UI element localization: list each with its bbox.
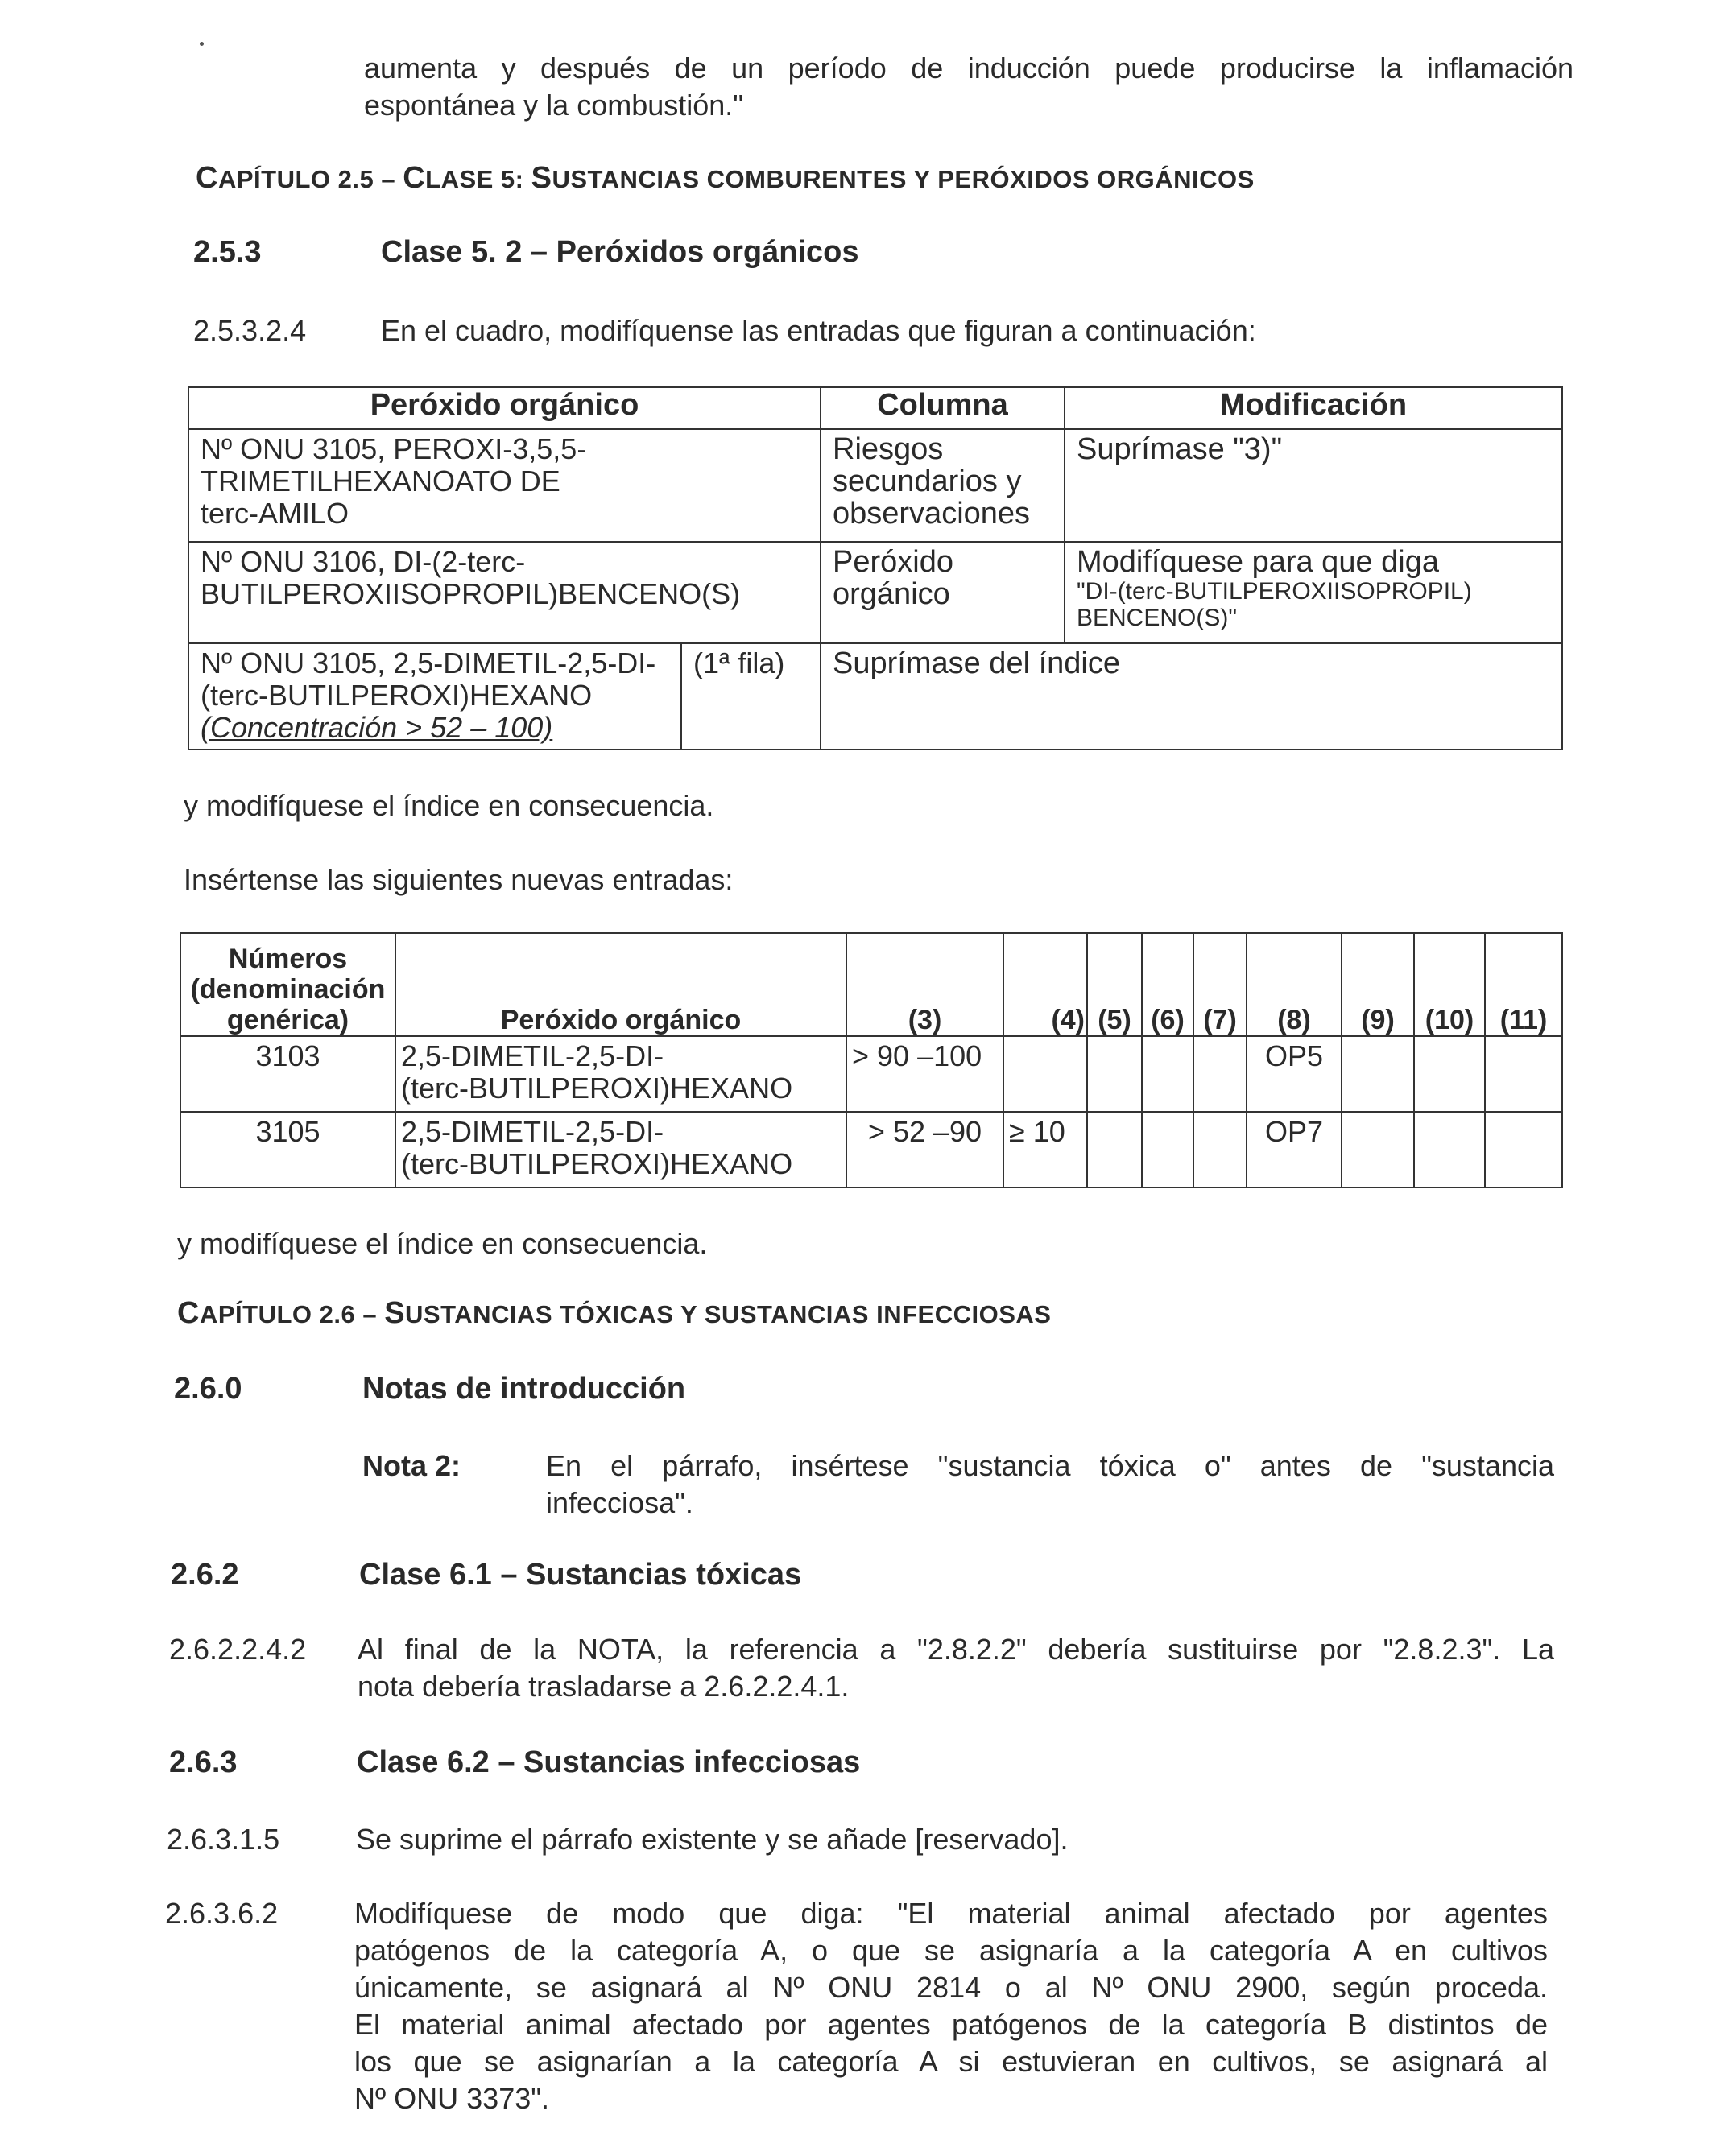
cell-peroxide-name: 2,5-DIMETIL-2,5-DI- (terc-BUTILPEROXI)HEXANO [395,1112,846,1187]
section-number-2-6-3: 2.6.3 [169,1745,238,1779]
header-col-10: (10) [1414,933,1485,1036]
intro-line-1: aumenta y después de un período de inducción puede producirse la inflamación [364,52,1573,85]
after-table-1-text: y modifíquese el índice en consecuencia. [184,789,714,822]
para-text-2-6-3-1-5: Se suprime el párrafo existente y se añade [reservado]. [356,1823,1069,1856]
header-col-7: (7) [1193,933,1247,1036]
para-text-2-5-3-2-4: En el cuadro, modifíquense las entradas que figuran a continuación: [381,314,1256,347]
section-number-2-5-3: 2.5.3 [193,235,262,269]
section-title-2-6-2: Clase 6.1 – Sustancias tóxicas [359,1558,802,1592]
cell-col-9 [1342,1036,1414,1112]
cell-column: Riesgos secundarios y observaciones [821,429,1065,542]
cell-un-number: 3105 [180,1112,395,1187]
cell-col-4 [1003,1036,1087,1112]
para-number-2-6-2-2-4-2: 2.6.2.2.4.2 [169,1633,307,1666]
header-col-4: (4) [1003,933,1087,1036]
cell-col-5 [1087,1112,1142,1187]
header-numbers: Números (denominación genérica) [180,933,395,1036]
insert-entries-text: Insértense las siguientes nuevas entradas: [184,863,734,896]
header-peroxide: Peróxido orgánico [188,387,821,429]
para-text-2-6-3-6-2: Modifíquese de modo que diga: "El material animal afectado por agentes patógenos de la categoría A, o que se asignaría a la categoría A en cultivos únicamente, se asignará al Nº ONU 2814 o al Nº ONU 2900, según proceda. El material animal afectado por agentes patógenos de la categoría B distintos de los que se asignarían a la categoría A si estuvieran en cultivos, se asignará al Nº ONU 3373". [354,1897,1548,2115]
cell-col-7 [1193,1036,1247,1112]
nota-2-label: Nota 2: [362,1449,461,1482]
cell-col-7 [1193,1112,1247,1187]
header-col-6: (6) [1142,933,1193,1036]
cell-col-11 [1485,1112,1562,1187]
modification-table [188,386,1563,750]
cell-peroxide: Nº ONU 3106, DI-(2-terc- BUTILPEROXIISOPROPIL)BENCENO(S) [188,542,821,643]
para-number-2-5-3-2-4: 2.5.3.2.4 [193,314,307,347]
section-title-2-6-3: Clase 6.2 – Sustancias infecciosas [357,1745,861,1779]
cell-column: Peróxido orgánico [821,542,1065,643]
para-number-2-6-3-6-2: 2.6.3.6.2 [165,1897,279,1930]
cell-peroxide: Nº ONU 3105, PEROXI-3,5,5- TRIMETILHEXANOATO DE terc-AMILO [188,429,821,542]
table-header-row [188,387,1562,429]
table-row [180,1112,1562,1187]
chapter-2-6-heading: CAPÍTULO 2.6 – SUSTANCIAS TÓXICAS Y SUSTANCIAS INFECCIOSAS [177,1296,1052,1330]
table-row [180,1036,1562,1112]
para-number-2-6-3-1-5: 2.6.3.1.5 [167,1823,280,1856]
new-entries-table [180,932,1563,1188]
cell-col-5 [1087,1036,1142,1112]
cell-col-10 [1414,1036,1485,1112]
section-title-2-6-0: Notas de introducción [362,1372,686,1406]
cell-col-9 [1342,1112,1414,1187]
cell-modification: Suprímase "3)" [1065,429,1562,542]
cell-col-6 [1142,1112,1193,1187]
table-row [188,429,1562,542]
chapter-2-5-heading: CAPÍTULO 2.5 – CLASE 5: SUSTANCIAS COMBURENTES Y PERÓXIDOS ORGÁNICOS [196,161,1255,195]
header-column: Columna [821,387,1065,429]
header-col-11: (11) [1485,933,1562,1036]
intro-paragraph [364,50,1573,124]
section-number-2-6-2: 2.6.2 [171,1558,239,1592]
cell-col-4: ≥ 10 [1003,1112,1087,1187]
cell-col-3: > 52 –90 [846,1112,1003,1187]
table-row [188,542,1562,643]
table-row [188,643,1562,750]
intro-line-2: espontánea y la combustión." [364,89,744,122]
header-modification: Modificación [1065,387,1562,429]
nota-2-text: En el párrafo, insértese "sustancia tóxica o" antes de "sustancia infecciosa". [546,1449,1554,1519]
header-col-3: (3) [846,933,1003,1036]
cell-col-8: OP7 [1247,1112,1342,1187]
section-title-2-5-3: Clase 5. 2 – Peróxidos orgánicos [381,235,859,269]
cell-modification: Modifíquese para que diga "DI-(terc-BUTILPEROXIISOPROPIL) BENCENO(S)" [1065,542,1562,643]
cell-col-11 [1485,1036,1562,1112]
section-number-2-6-0: 2.6.0 [174,1372,242,1406]
cell-col-6 [1142,1036,1193,1112]
cell-col-8: OP5 [1247,1036,1342,1112]
cell-un-number: 3103 [180,1036,395,1112]
after-table-2-text: y modifíquese el índice en consecuencia. [177,1227,708,1260]
cell-modification: Suprímase del índice [821,643,1562,750]
header-col-9: (9) [1342,933,1414,1036]
header-peroxide: Peróxido orgánico [395,933,846,1036]
para-text-2-6-2-2-4-2: Al final de la NOTA, la referencia a "2.8.2.2" debería sustituirse por "2.8.2.3". La nota debería trasladarse a 2.6.2.2.4.1. [358,1633,1554,1703]
cell-col-10 [1414,1112,1485,1187]
cell-peroxide: Nº ONU 3105, 2,5-DIMETIL-2,5-DI- (terc-BUTILPEROXI)HEXANO (Concentración > 52 – 100) [189,644,682,749]
cell-col-3: > 90 –100 [846,1036,1003,1112]
header-col-8: (8) [1247,933,1342,1036]
table-header-row [180,933,1562,1036]
cell-peroxide-name: 2,5-DIMETIL-2,5-DI- (terc-BUTILPEROXI)HEXANO [395,1036,846,1112]
header-col-5: (5) [1087,933,1142,1036]
cell-peroxide-split [188,643,821,750]
speck-mark [200,42,204,46]
cell-row-note: (1ª fila) [693,646,785,679]
